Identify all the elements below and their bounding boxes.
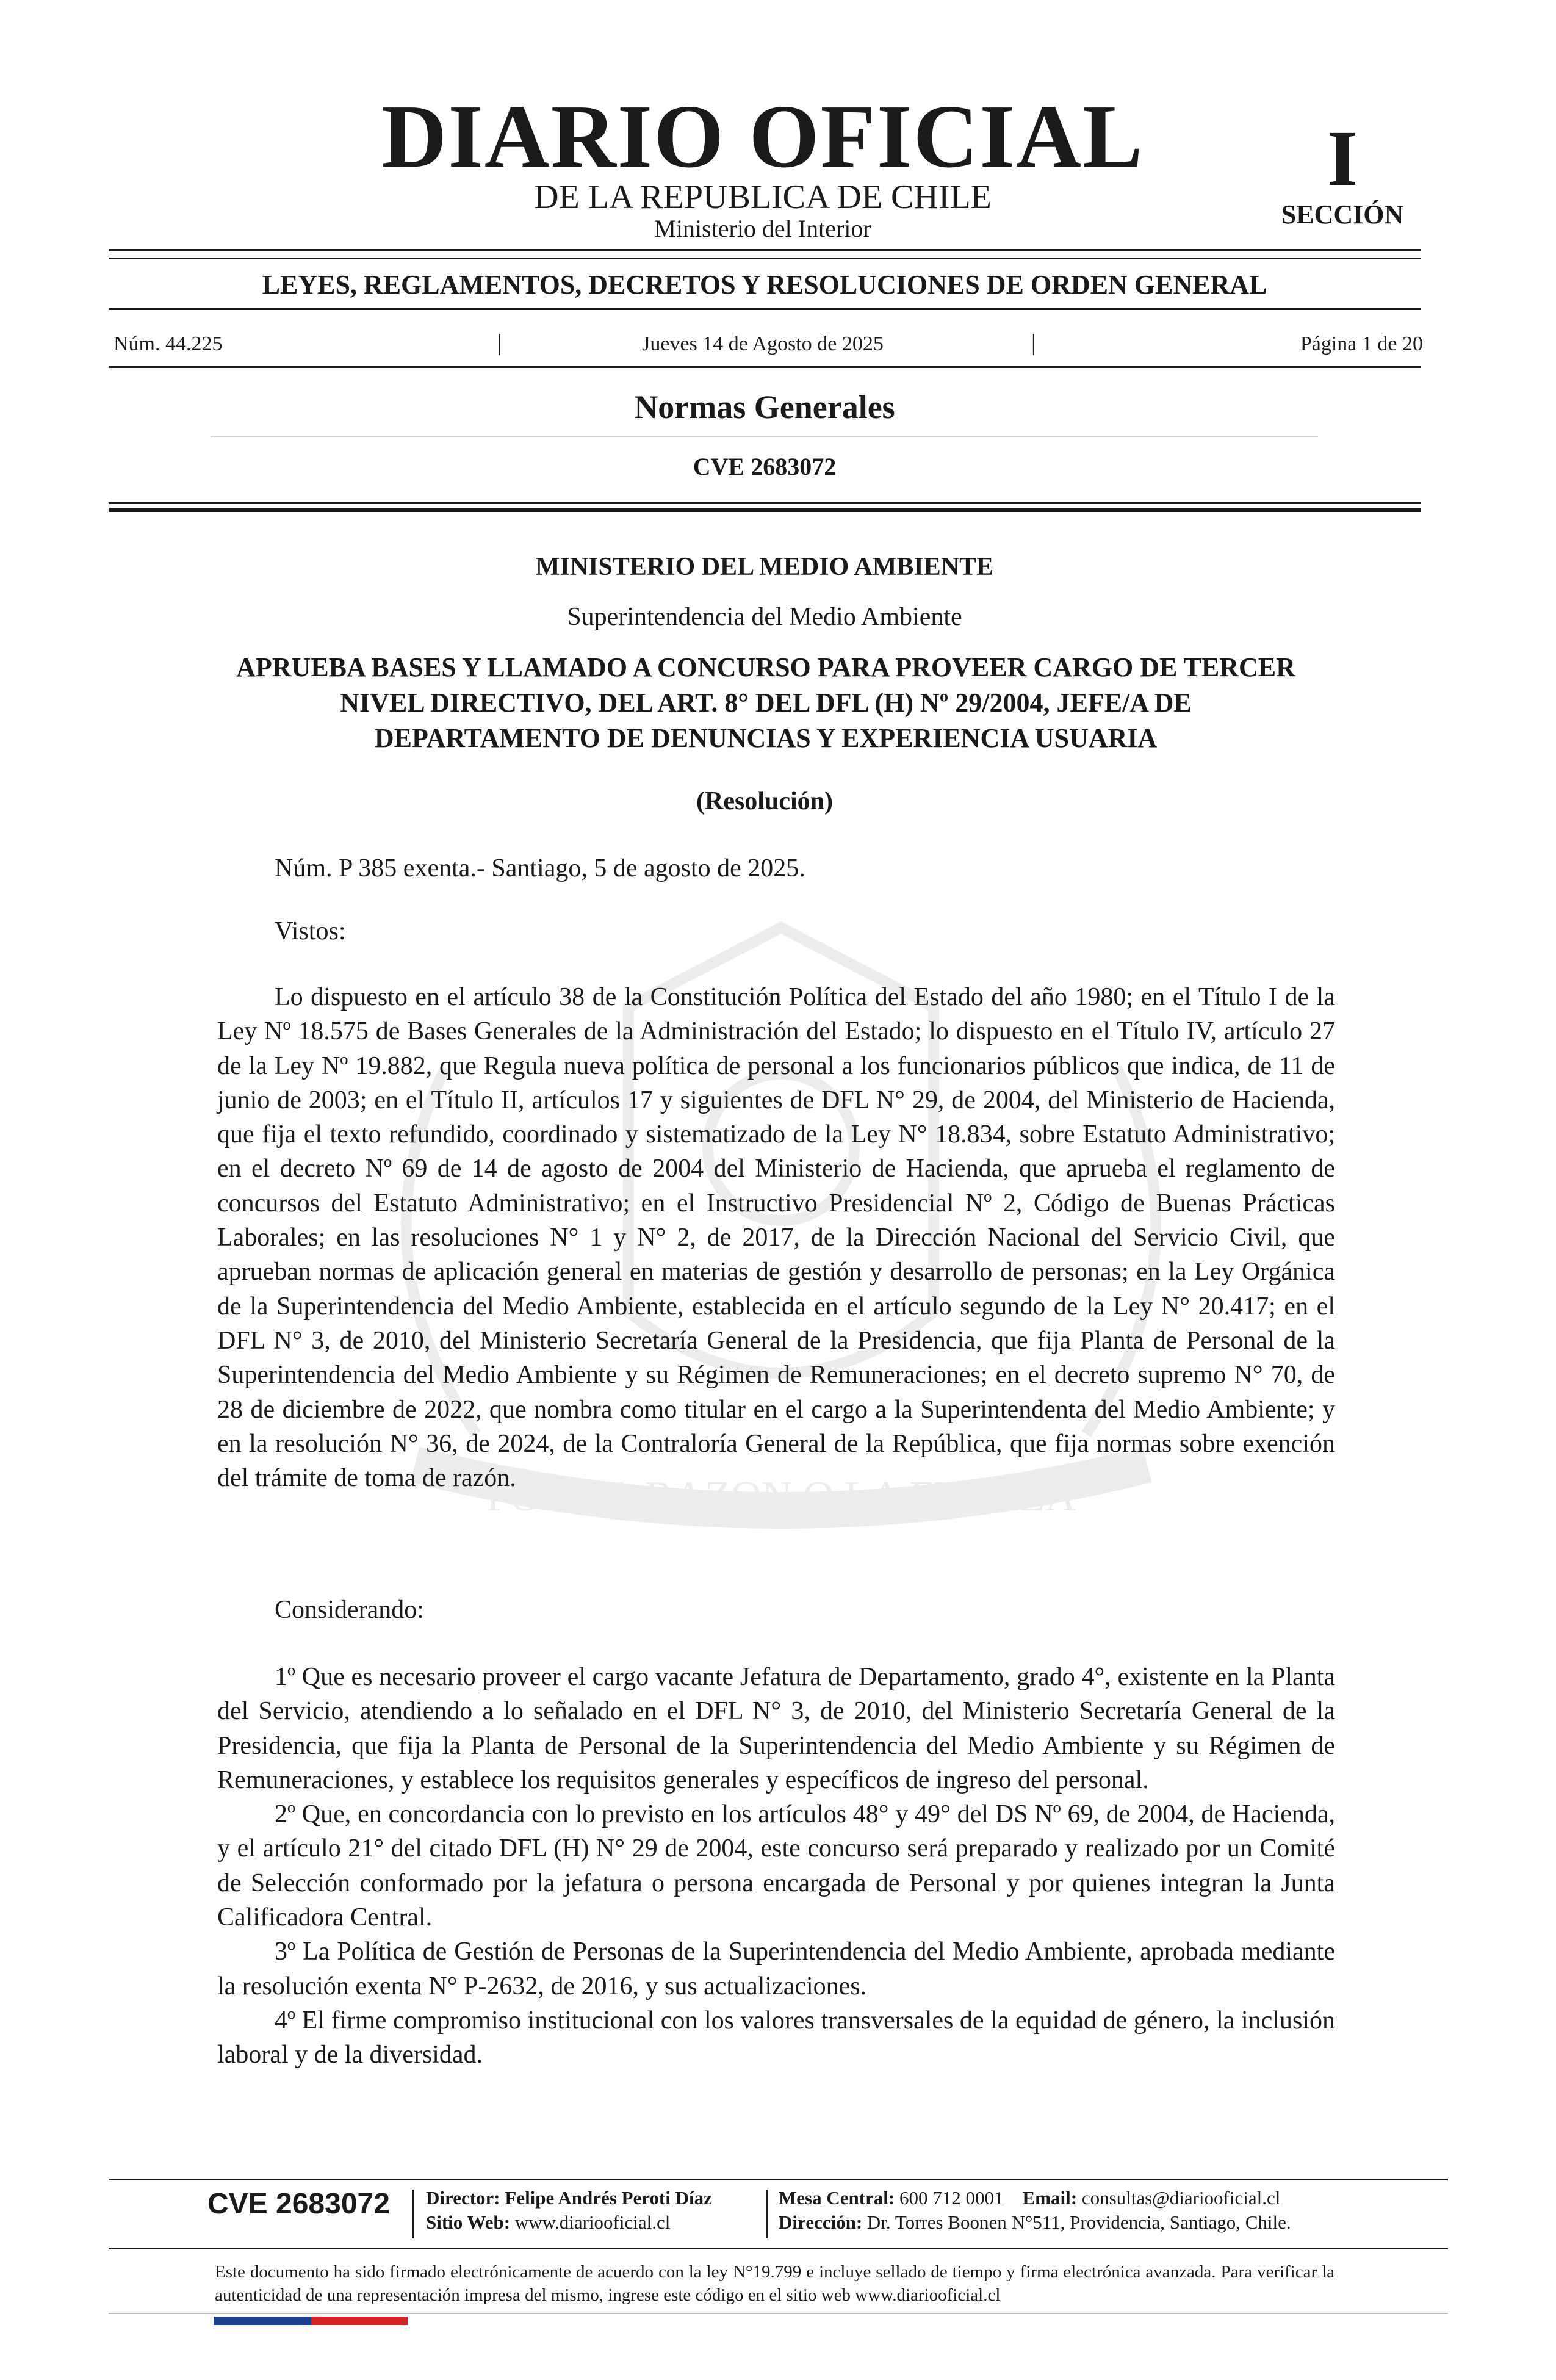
issue-date: Jueves 14 de Agosto de 2025 — [642, 333, 884, 355]
email-link[interactable]: consultas@diariooficial.cl — [1081, 2187, 1281, 2209]
mesa-phone: 600 712 0001 — [899, 2187, 1004, 2209]
footer-signature-note: Este documento ha sido firmado electrónicamente de acuerdo con la ley N°19.799 e incluye sellado de tiempo y firma electrónica avanzada. Para verificar la autenticidad de una representación impresa del mismo, ingrese este código en el sitio web www.diariooficial.cl — [215, 2262, 1334, 2305]
address-label: Dirección: — [779, 2212, 863, 2233]
considerando-item: 4º El firme compromiso institucional con los valores transversales de la equidad de género, la inclusión laboral y de la diversidad. — [217, 2006, 1335, 2069]
header-bottom-rule — [109, 502, 1421, 504]
header-divider — [109, 249, 1421, 251]
page-indicator: Página 1 de 20 — [1300, 333, 1423, 355]
footer-top-rule — [109, 2179, 1448, 2180]
site-label: Sitio Web: — [426, 2212, 511, 2233]
masthead-title: DIARIO OFICIAL — [381, 87, 1144, 187]
flag-stripe-blue — [214, 2317, 311, 2325]
considerandos-list — [217, 1660, 1335, 2072]
considerando-label: Considerando: — [275, 1596, 424, 1624]
masthead-ministry: Ministerio del Interior — [654, 215, 871, 242]
section-number: I — [1327, 115, 1358, 203]
document-type: (Resolución) — [696, 787, 833, 815]
ministry-name: MINISTERIO DEL MEDIO AMBIENTE — [535, 553, 994, 581]
document-title: APRUEBA BASES Y LLAMADO A CONCURSO PARA PROVEER CARGO DE TERCER NIVEL DIRECTIVO, DEL ART. 8° DEL DFL (H) Nº 29/2004, JEFE/A DE DEPARTAMENTO DE DENUNCIAS Y EXPERIENCIA USUARIA — [236, 652, 1295, 753]
section-label: SECCIÓN — [1281, 200, 1404, 229]
cve-code: CVE 2683072 — [693, 453, 837, 480]
considerando-item: 2º Que, en concordancia con lo previsto en los artículos 48° y 49° del DS Nº 69, de 2004, de Hacienda, y el artículo 21° del citado DFL (H) N° 29 de 2004, este concurso será preparado y realizado por un Comité de Selección conformado por la jefatura o persona encargada de Personal y por quienes integran la Junta Calificadora Central. — [217, 1800, 1335, 1932]
address-text: Dr. Torres Boonen N°511, Providencia, Santiago, Chile. — [866, 2212, 1291, 2233]
header-divider — [109, 258, 1421, 259]
footer-mid-rule — [109, 2248, 1448, 2249]
footer-bottom-rule — [109, 2313, 1448, 2314]
email-label: Email: — [1022, 2187, 1078, 2209]
resolution-line: Núm. P 385 exenta.- Santiago, 5 de agosto de 2025. — [275, 854, 805, 882]
site-link[interactable]: www.diariooficial.cl — [514, 2212, 671, 2233]
vistos-label: Vistos: — [275, 917, 346, 945]
footer-director-block — [426, 2186, 712, 2235]
watermark-motto: POR LA RAZON O LA FUERZA — [486, 1473, 1076, 1520]
considerando-item: 3º La Política de Gestión de Personas de la Superintendencia del Medio Ambiente, aprobada mediante la resolución exenta N° P-2632, de 2016, y sus actualizaciones. — [217, 1938, 1335, 2000]
considerando-item: 1º Que es necesario proveer el cargo vacante Jefatura de Departamento, grado 4°, existente en la Planta del Servicio, atendiendo a lo señalado en el DFL N° 3, de 2010, del Ministerio Secretaría General de la Presidencia, que fija la Planta de Personal de la Superintendencia del Medio Ambiente y su Régimen de Remuneraciones, y establece los requisitos generales y específicos de ingreso del personal. — [217, 1663, 1335, 1794]
agency-name: Superintendencia del Medio Ambiente — [567, 603, 962, 631]
info-divider — [109, 366, 1421, 368]
category-divider — [211, 436, 1318, 437]
footer-separator — [766, 2190, 768, 2238]
issue-number: Núm. 44.225 — [113, 333, 223, 355]
footer-cve-code: CVE 2683072 — [207, 2188, 390, 2220]
info-separator: | — [1031, 330, 1036, 356]
vistos-text: Lo dispuesto en el artículo 38 de la Constitución Política del Estado del año 1980; en el Título I de la Ley Nº 18.575 de Bases Generales de la Administración del Estado; lo dispuesto en el Título IV, artículo 27 de la Ley Nº 19.882, que Regula nueva política de personal a los funcionarios públicos que indica, de 11 de junio de 2003; en el Título II, artículos 17 y siguientes de DFL N° 29, de 2004, del Ministerio de Hacienda, que fija el texto refundido, coordinado y sistematizado de la Ley N° 18.834, sobre Estatuto Administrativo; en el decreto Nº 69 de 14 de agosto de 2004 del Ministerio de Hacienda, que aprueba el reglamento de concursos del Estatuto Administrativo; en el Instructivo Presidencial Nº 2, Código de Buenas Prácticas Laborales; en las resoluciones N° 1 y N° 2, de 2017, de la Dirección Nacional del Servicio Civil, que aprueban normas de aplicación general en materias de gestión y desarrollo de personas; en la Ley Orgánica de la Superintendencia del Medio Ambiente, establecida en el artículo segundo de la Ley N° 20.417; en el DFL N° 3, de 2010, del Ministerio Secretaría General de la Presidencia, que fija Planta de Personal de la Superintendencia del Medio Ambiente y su Régimen de Remuneraciones; en el decreto supremo N° 70, de 28 de diciembre de 2022, que nombra como titular en el cargo a la Superintendenta del Medio Ambiente; y en la resolución N° 36, de 2024, de la Contraloría General de la República, que fija normas sobre exención del trámite de toma de razón. — [217, 983, 1335, 1493]
director-label: Director: — [426, 2187, 500, 2209]
director-name: Felipe Andrés Peroti Díaz — [505, 2187, 712, 2209]
category-title: Normas Generales — [634, 389, 895, 425]
section-banner: LEYES, REGLAMENTOS, DECRETOS Y RESOLUCIONES DE ORDEN GENERAL — [262, 270, 1267, 300]
mesa-label: Mesa Central: — [779, 2187, 895, 2209]
footer-separator — [412, 2190, 414, 2238]
banner-divider — [109, 308, 1421, 310]
vistos-paragraph — [217, 980, 1335, 1495]
header-bottom-rule — [109, 508, 1421, 512]
info-separator: | — [497, 330, 502, 356]
footer-contact-block — [779, 2186, 1291, 2235]
flag-stripe-red — [311, 2317, 408, 2325]
masthead-subtitle: DE LA REPUBLICA DE CHILE — [534, 178, 992, 216]
